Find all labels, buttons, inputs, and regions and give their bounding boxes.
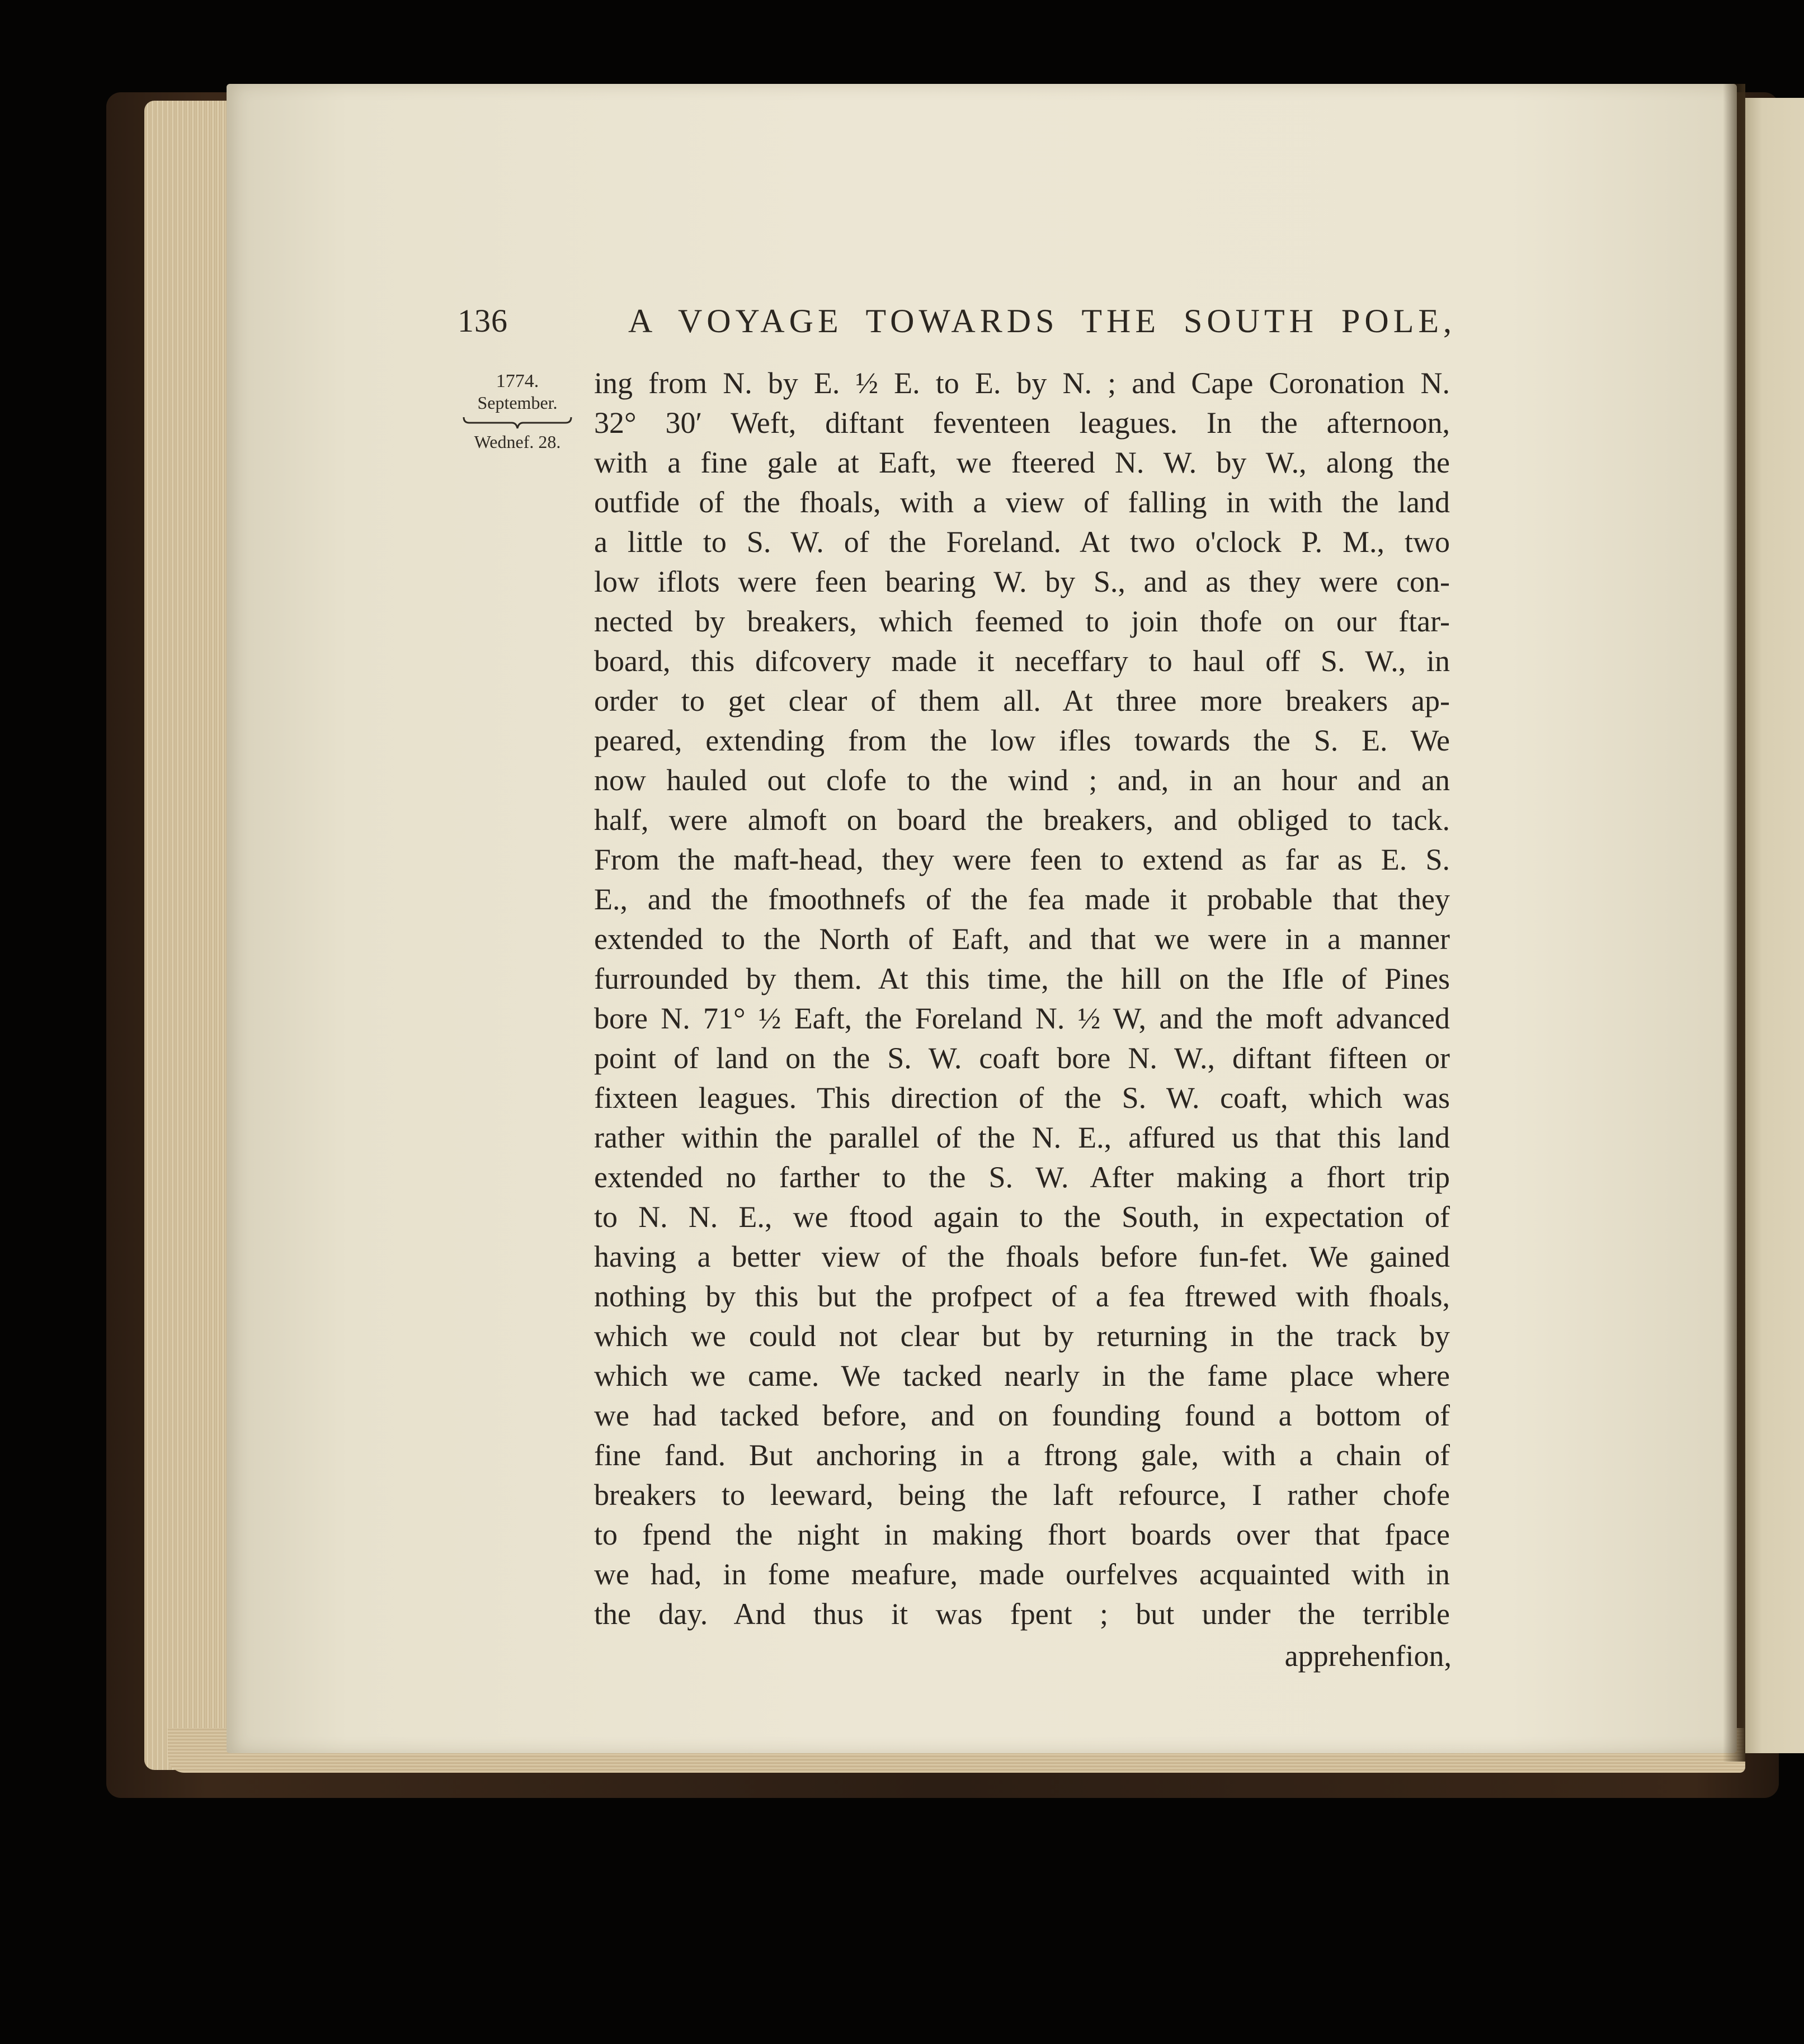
- text-line: fixteen leagues. This direction of the S. W. coaft, which was: [594, 1081, 1450, 1115]
- text-line: extended no farther to the S. W. After making a fhort trip: [594, 1160, 1450, 1194]
- text-line: nothing by this but the profpect of a fea ftrewed with fhoals,: [594, 1280, 1450, 1313]
- text-line: which we could not clear but by returning in the track by: [594, 1319, 1450, 1353]
- margin-note: [459, 370, 576, 453]
- text-line: outfide of the fhoals, with a view of falling in with the land: [594, 485, 1450, 519]
- margin-day: Wednef. 28.: [474, 432, 561, 452]
- text-line: now hauled out clofe to the wind ; and, in an hour and an: [594, 763, 1450, 797]
- brace-icon: [461, 414, 573, 431]
- text-line: 32° 30′ Weft, diftant feventeen leagues. In the afternoon,: [594, 406, 1450, 440]
- text-line: with a fine gale at Eaft, we fteered N. W. by W., along the: [594, 446, 1450, 479]
- facing-page: [1744, 98, 1804, 1753]
- gutter-shadow: [1723, 84, 1745, 1762]
- text-line: From the maft-head, they were feen to extend as far as E. S.: [594, 843, 1450, 876]
- body-text: [594, 364, 1450, 1634]
- margin-year: 1774.: [496, 371, 539, 391]
- running-title: A VOYAGE TOWARDS THE SOUTH POLE,: [628, 303, 1456, 339]
- text-line: fine fand. But anchoring in a ftrong gale, with a chain of: [594, 1438, 1450, 1472]
- catchword: apprehenfion,: [1284, 1639, 1452, 1673]
- text-line: to N. N. E., we ftood again to the South, in expectation of: [594, 1200, 1450, 1234]
- text-line: a little to S. W. of the Foreland. At two o'clock P. M., two: [594, 525, 1450, 559]
- text-line: we had tacked before, and on founding found a bottom of: [594, 1399, 1450, 1432]
- text-line: to fpend the night in making fhort boards over that fpace: [594, 1518, 1450, 1551]
- text-line: ing from N. by E. ½ E. to E. by N. ; and Cape Coronation N.: [594, 366, 1450, 400]
- text-line: E., and the fmoothnefs of the fea made it probable that they: [594, 882, 1450, 916]
- text-line: peared, extending from the low ifles towards the S. E. We: [594, 724, 1450, 757]
- text-line: half, were almoft on board the breakers, and obliged to tack.: [594, 803, 1450, 837]
- text-line: point of land on the S. W. coaft bore N. W., diftant fifteen or: [594, 1041, 1450, 1075]
- text-line: we had, in fome meafure, made ourfelves acquainted with in: [594, 1557, 1450, 1591]
- text-line: which we came. We tacked nearly in the fame place where: [594, 1359, 1450, 1392]
- page-number: 136: [458, 303, 508, 339]
- running-head: [458, 302, 1456, 347]
- text-line: bore N. 71° ½ Eaft, the Foreland N. ½ W, and the moft advanced: [594, 1002, 1450, 1035]
- page-fore-edges: [144, 101, 228, 1770]
- text-line: board, this difcovery made it neceffary to haul off S. W., in: [594, 644, 1450, 678]
- text-line: order to get clear of them all. At three more breakers ap-: [594, 684, 1450, 717]
- text-line: having a better view of the fhoals before fun-fet. We gained: [594, 1240, 1450, 1273]
- margin-month: September.: [477, 393, 558, 413]
- text-line: breakers to leeward, being the laft refource, I rather chofe: [594, 1478, 1450, 1512]
- text-line: rather within the parallel of the N. E., affured us that this land: [594, 1121, 1450, 1154]
- text-line: low iflots were feen bearing W. by S., and as they were con-: [594, 565, 1450, 598]
- text-line: furrounded by them. At this time, the hill on the Ifle of Pines: [594, 962, 1450, 995]
- text-line: nected by breakers, which feemed to join thofe on our ftar-: [594, 605, 1450, 638]
- text-line: extended to the North of Eaft, and that we were in a manner: [594, 922, 1450, 956]
- text-line: the day. And thus it was fpent ; but under the terrible: [594, 1597, 1450, 1631]
